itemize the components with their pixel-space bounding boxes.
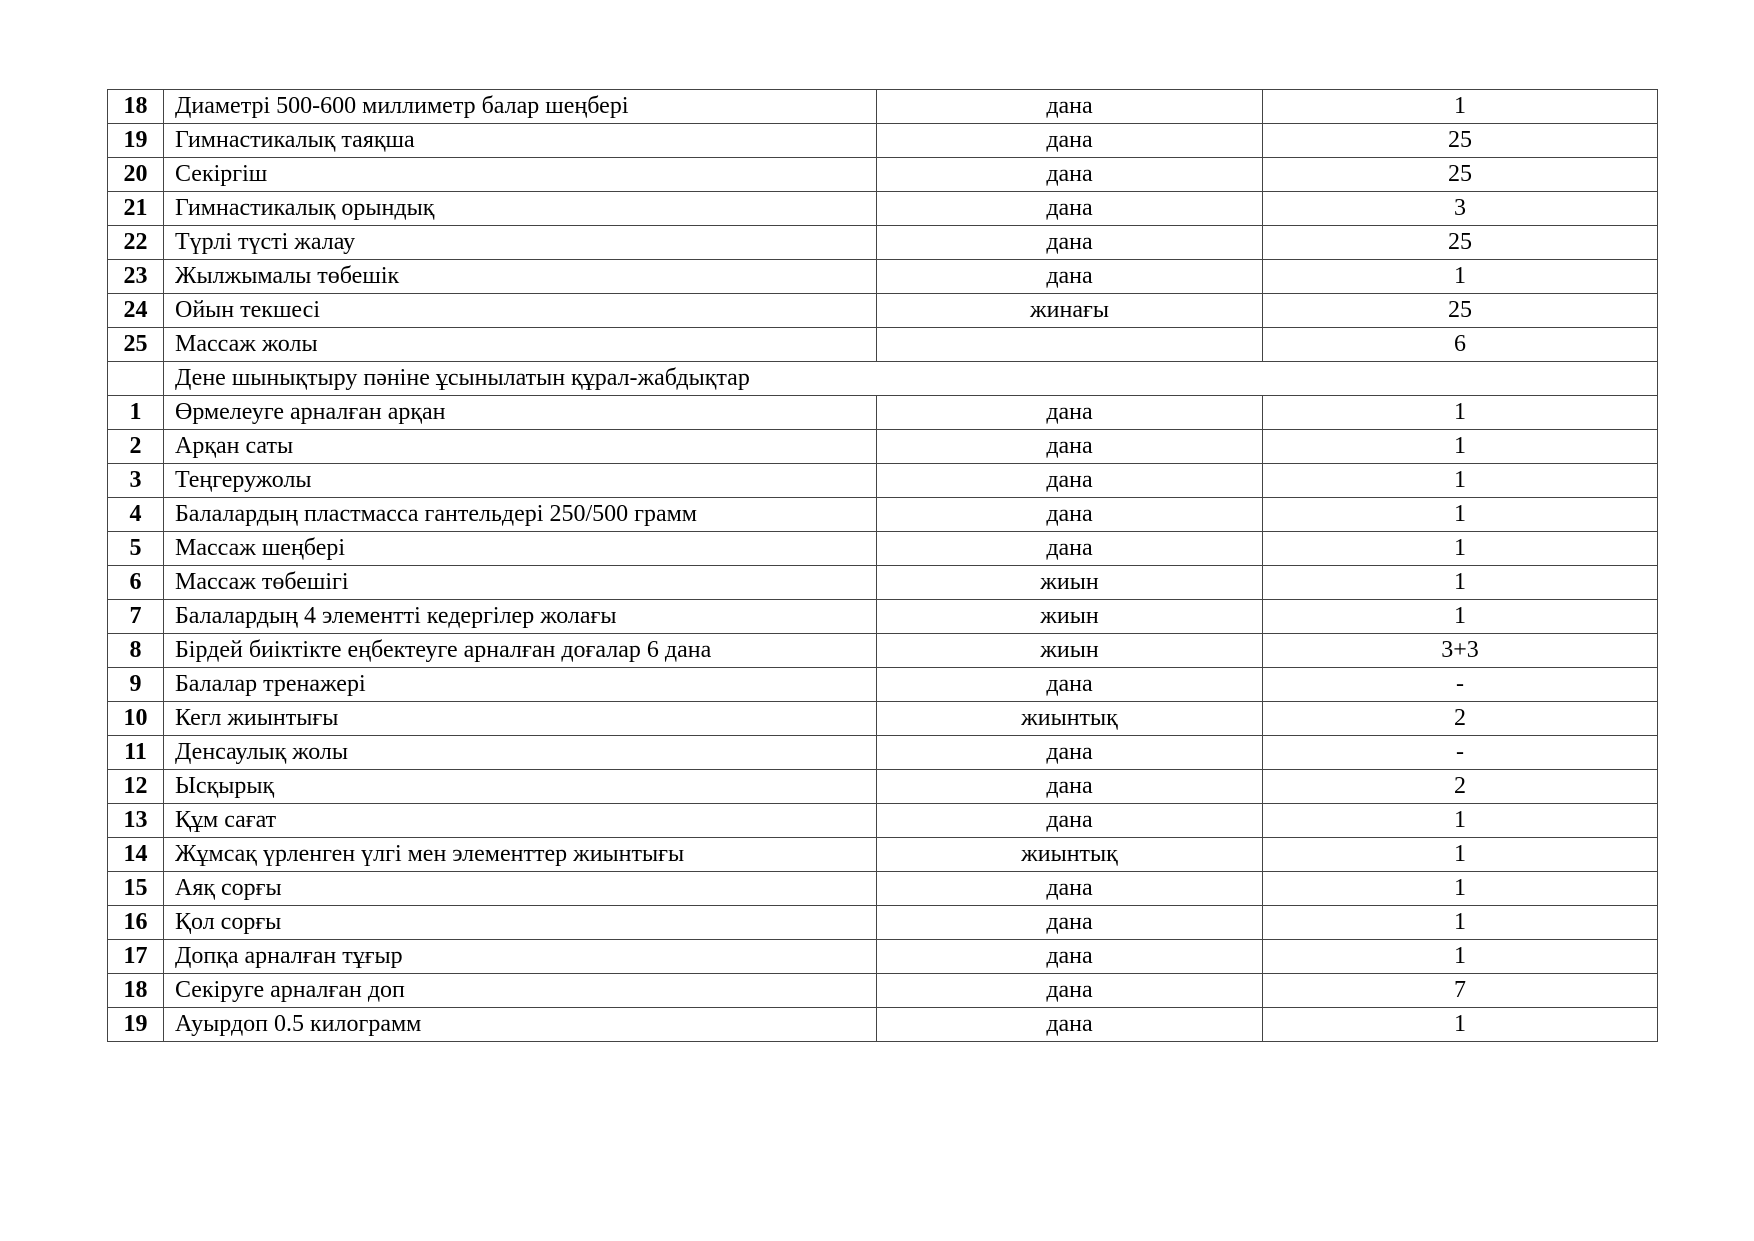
table-row — [108, 770, 1658, 804]
quantity: 7 — [1263, 974, 1658, 1008]
row-number: 3 — [108, 464, 164, 498]
unit-of-measure: жинағы — [877, 294, 1263, 328]
table-row — [108, 668, 1658, 702]
item-name: Диаметрі 500-600 миллиметр балар шеңбері — [164, 90, 877, 124]
table-row — [108, 430, 1658, 464]
quantity: 6 — [1263, 328, 1658, 362]
table-row — [108, 260, 1658, 294]
item-name: Ойын текшесі — [164, 294, 877, 328]
table-row — [108, 566, 1658, 600]
quantity: 25 — [1263, 124, 1658, 158]
row-number: 15 — [108, 872, 164, 906]
item-name: Массаж жолы — [164, 328, 877, 362]
quantity: 25 — [1263, 226, 1658, 260]
row-number: 11 — [108, 736, 164, 770]
item-name: Допқа арналған тұғыр — [164, 940, 877, 974]
quantity: 25 — [1263, 158, 1658, 192]
table-row — [108, 328, 1658, 362]
row-number: 1 — [108, 396, 164, 430]
table-row — [108, 464, 1658, 498]
unit-of-measure: дана — [877, 430, 1263, 464]
unit-of-measure — [877, 328, 1263, 362]
row-number: 25 — [108, 328, 164, 362]
quantity: 1 — [1263, 872, 1658, 906]
unit-of-measure: дана — [877, 668, 1263, 702]
quantity: 3 — [1263, 192, 1658, 226]
unit-of-measure: жиын — [877, 600, 1263, 634]
row-number: 20 — [108, 158, 164, 192]
item-name: Арқан саты — [164, 430, 877, 464]
row-number: 10 — [108, 702, 164, 736]
item-name: Бірдей биіктікте еңбектеуге арналған доғалар 6 дана — [164, 634, 877, 668]
unit-of-measure: дана — [877, 192, 1263, 226]
table-row — [108, 158, 1658, 192]
item-name: Балалардың пластмасса гантельдері 250/500 грамм — [164, 498, 877, 532]
row-number: 8 — [108, 634, 164, 668]
item-name: Ысқырық — [164, 770, 877, 804]
quantity: 1 — [1263, 430, 1658, 464]
quantity: 1 — [1263, 566, 1658, 600]
unit-of-measure: дана — [877, 226, 1263, 260]
unit-of-measure: дана — [877, 940, 1263, 974]
item-name: Балалар тренажері — [164, 668, 877, 702]
table-row — [108, 872, 1658, 906]
row-number: 22 — [108, 226, 164, 260]
table-row — [108, 294, 1658, 328]
quantity: 1 — [1263, 838, 1658, 872]
row-number: 9 — [108, 668, 164, 702]
quantity: 2 — [1263, 770, 1658, 804]
table-row — [108, 804, 1658, 838]
quantity: 1 — [1263, 396, 1658, 430]
unit-of-measure: жиынтық — [877, 702, 1263, 736]
row-number: 17 — [108, 940, 164, 974]
table-row — [108, 192, 1658, 226]
quantity: 1 — [1263, 532, 1658, 566]
item-name: Секіргіш — [164, 158, 877, 192]
table-row — [108, 226, 1658, 260]
table-row — [108, 124, 1658, 158]
quantity: 1 — [1263, 940, 1658, 974]
unit-of-measure: дана — [877, 464, 1263, 498]
table-row — [108, 702, 1658, 736]
quantity: 1 — [1263, 498, 1658, 532]
quantity: 3+3 — [1263, 634, 1658, 668]
unit-of-measure: дана — [877, 872, 1263, 906]
unit-of-measure: дана — [877, 736, 1263, 770]
table-row — [108, 498, 1658, 532]
unit-of-measure: дана — [877, 906, 1263, 940]
item-name: Құм сағат — [164, 804, 877, 838]
unit-of-measure: дана — [877, 1008, 1263, 1042]
unit-of-measure: дана — [877, 974, 1263, 1008]
quantity: 1 — [1263, 906, 1658, 940]
item-name: Қол сорғы — [164, 906, 877, 940]
unit-of-measure: жиын — [877, 566, 1263, 600]
row-number: 18 — [108, 974, 164, 1008]
equipment-table-body — [108, 90, 1658, 1042]
item-name: Өрмелеуге арналған арқан — [164, 396, 877, 430]
quantity: 1 — [1263, 804, 1658, 838]
item-name: Денсаулық жолы — [164, 736, 877, 770]
item-name: Аяқ сорғы — [164, 872, 877, 906]
quantity: 25 — [1263, 294, 1658, 328]
item-name: Түрлі түсті жалау — [164, 226, 877, 260]
item-name: Жылжымалы төбешік — [164, 260, 877, 294]
table-row — [108, 940, 1658, 974]
unit-of-measure: дана — [877, 124, 1263, 158]
unit-of-measure: дана — [877, 396, 1263, 430]
row-number: 6 — [108, 566, 164, 600]
item-name: Балалардың 4 элементті кедергілер жолағы — [164, 600, 877, 634]
table-row — [108, 90, 1658, 124]
item-name: Секіруге арналған доп — [164, 974, 877, 1008]
row-number: 21 — [108, 192, 164, 226]
quantity: 2 — [1263, 702, 1658, 736]
row-number: 24 — [108, 294, 164, 328]
quantity: 1 — [1263, 1008, 1658, 1042]
row-number: 19 — [108, 124, 164, 158]
section-number-cell — [108, 362, 164, 396]
quantity: 1 — [1263, 90, 1658, 124]
row-number: 19 — [108, 1008, 164, 1042]
row-number: 23 — [108, 260, 164, 294]
table-row — [108, 838, 1658, 872]
row-number: 7 — [108, 600, 164, 634]
unit-of-measure: дана — [877, 532, 1263, 566]
quantity: 1 — [1263, 260, 1658, 294]
quantity: 1 — [1263, 600, 1658, 634]
quantity: - — [1263, 736, 1658, 770]
table-row — [108, 396, 1658, 430]
unit-of-measure: дана — [877, 804, 1263, 838]
row-number: 12 — [108, 770, 164, 804]
item-name: Массаж шеңбері — [164, 532, 877, 566]
item-name: Гимнастикалық таяқша — [164, 124, 877, 158]
row-number: 14 — [108, 838, 164, 872]
table-row — [108, 1008, 1658, 1042]
item-name: Ауырдоп 0.5 килограмм — [164, 1008, 877, 1042]
table-row — [108, 974, 1658, 1008]
table-row — [108, 600, 1658, 634]
row-number: 4 — [108, 498, 164, 532]
item-name: Гимнастикалық орындық — [164, 192, 877, 226]
equipment-table — [107, 89, 1658, 1042]
table-row — [108, 736, 1658, 770]
row-number: 16 — [108, 906, 164, 940]
row-number: 18 — [108, 90, 164, 124]
item-name: Массаж төбешігі — [164, 566, 877, 600]
unit-of-measure: дана — [877, 260, 1263, 294]
unit-of-measure: дана — [877, 498, 1263, 532]
item-name: Жұмсақ үрленген үлгі мен элементтер жиынтығы — [164, 838, 877, 872]
row-number: 5 — [108, 532, 164, 566]
table-row — [108, 532, 1658, 566]
unit-of-measure: жиын — [877, 634, 1263, 668]
quantity: - — [1263, 668, 1658, 702]
row-number: 2 — [108, 430, 164, 464]
item-name: Кегл жиынтығы — [164, 702, 877, 736]
table-row — [108, 906, 1658, 940]
table-row — [108, 634, 1658, 668]
quantity: 1 — [1263, 464, 1658, 498]
unit-of-measure: дана — [877, 158, 1263, 192]
unit-of-measure: жиынтық — [877, 838, 1263, 872]
section-header-row — [108, 362, 1658, 396]
item-name: Теңгеружолы — [164, 464, 877, 498]
section-title: Дене шынықтыру пәніне ұсынылатын құрал-жабдықтар — [164, 362, 1658, 396]
unit-of-measure: дана — [877, 90, 1263, 124]
unit-of-measure: дана — [877, 770, 1263, 804]
row-number: 13 — [108, 804, 164, 838]
